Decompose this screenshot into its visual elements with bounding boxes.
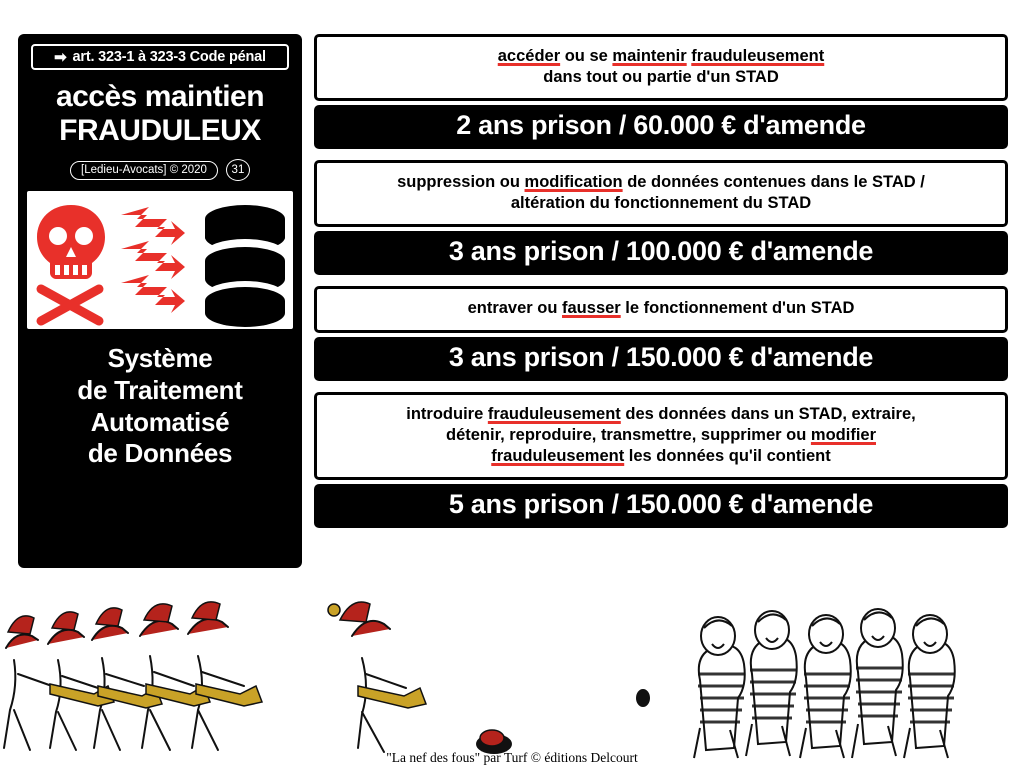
offense-text: les données qu'il contient [624,446,831,465]
offense-description [314,34,1008,101]
offense-text: le fonctionnement d'un STAD [620,299,855,318]
offenses-column [314,34,1008,539]
offense-term: frauduleusement [487,404,621,423]
panel-subtitle-line4: de Données [87,438,233,469]
right-arrow-icon: ➡ [54,48,67,66]
offense-text: ou se [560,47,613,65]
offense-text: altération du fonctionnement du STAD [510,194,812,213]
database-icon [205,205,285,327]
artwork-zone [0,588,1024,768]
offense-term: accéder [497,47,561,65]
offense-text: dans tout ou partie d'un STAD [543,68,779,87]
pictogram-panel [27,191,293,329]
offense-text: des données dans un STAD, extraire, [620,404,916,423]
credit-badge: [Ledieu-Avocats] © 2020 [70,161,218,180]
offense-term: modification [524,173,623,192]
marching-musicians-illustration [4,602,262,750]
lightning-bolt-arrow-icon [121,207,185,313]
offense-block [314,286,1008,380]
offense-term: frauduleusement [491,446,625,465]
page-number-badge: 31 [226,159,250,181]
offense-description [314,392,1008,480]
pictogram-svg [27,191,293,329]
panel-title [56,80,264,147]
offense-penalty: 3 ans prison / 100.000 € d'amende [314,231,1008,275]
crossbones-icon [41,289,99,321]
offense-text: détenir, reproduire, transmettre, supprimer ou [445,425,811,444]
article-reference-badge [31,44,289,70]
skull-icon [37,205,105,279]
panel-subtitle [77,343,242,470]
offense-term: fausser [562,299,621,318]
panel-subtitle-line3: Automatisé [90,406,230,437]
artwork-svg [0,588,1024,768]
article-reference-label: art. 323-1 à 323-3 Code pénal [72,49,266,65]
offense-text: introduire [406,404,488,423]
offense-term: modifier [810,425,876,444]
left-definition-panel [18,34,302,568]
panel-title-line1: accès maintien [55,80,265,113]
offense-block [314,160,1008,275]
offense-block [314,34,1008,149]
panel-subtitle-line2: de Traitement [77,374,243,405]
offense-term: maintenir [612,47,687,65]
offense-penalty: 5 ans prison / 150.000 € d'amende [314,484,1008,528]
striped-prisoners-illustration [694,609,955,758]
offense-term: frauduleusement [691,47,825,65]
solo-musician-illustration [328,602,650,754]
artwork-caption: "La nef des fous" par Turf © éditions Delcourt [386,750,638,765]
offense-description [314,160,1008,227]
offense-text: de données contenues dans le STAD / [622,173,925,192]
panel-subtitle-line1: Système [107,343,213,374]
offense-text: entraver ou [467,299,563,318]
offense-penalty: 2 ans prison / 60.000 € d'amende [314,105,1008,149]
credit-row [70,159,250,181]
offense-text: suppression ou [397,173,525,192]
offense-description [314,286,1008,332]
offense-block [314,392,1008,528]
panel-title-line2: FRAUDULEUX [59,113,261,147]
offense-penalty: 3 ans prison / 150.000 € d'amende [314,337,1008,381]
